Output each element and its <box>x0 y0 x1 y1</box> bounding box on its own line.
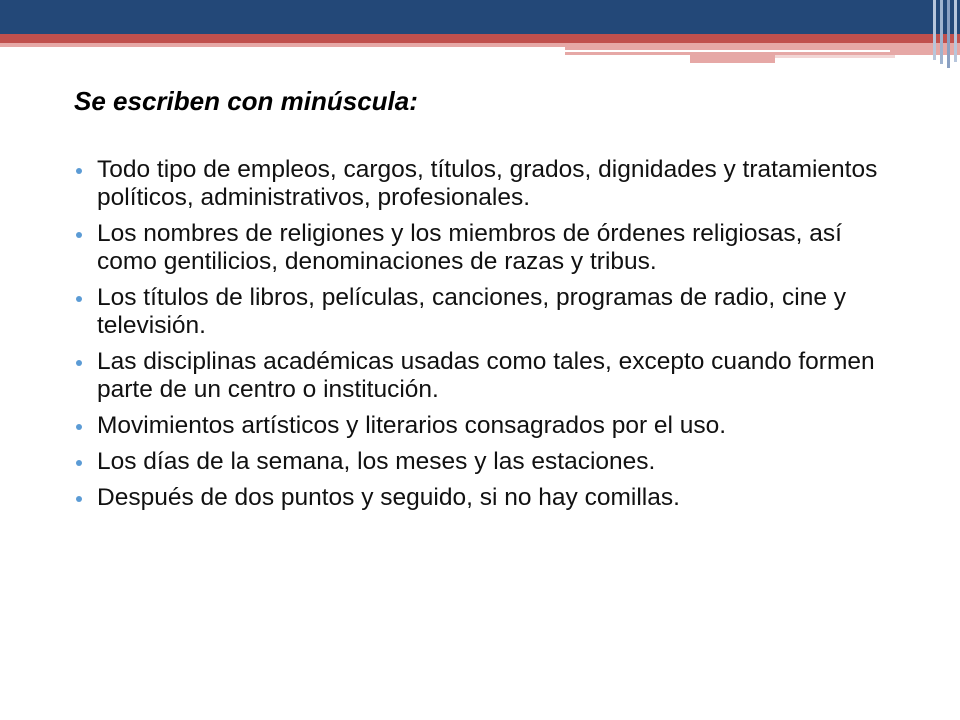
bullet-text: Las disciplinas académicas usadas como tales, excepto cuando formen parte de un centro o institución. <box>97 348 875 403</box>
header-side-stripes <box>930 0 960 68</box>
bullet-dot-icon <box>76 296 82 302</box>
bullet-item <box>75 284 905 340</box>
bullet-dot-icon <box>76 232 82 238</box>
stripe <box>933 0 936 60</box>
stripe <box>940 0 943 64</box>
bullet-item <box>75 220 905 276</box>
bullet-text: Después de dos puntos y seguido, si no hay comillas. <box>97 484 680 511</box>
bullet-item <box>75 156 905 212</box>
header-blue-band <box>0 0 960 34</box>
header-white-line <box>565 50 890 52</box>
bullet-text: Los nombres de religiones y los miembros de órdenes religiosas, así como gentilicios, denominaciones de razas y tribus. <box>97 220 842 275</box>
bullet-list <box>75 156 905 520</box>
slide-heading: Se escriben con minúscula: <box>74 86 418 116</box>
stripe <box>954 0 957 62</box>
header-pink-band <box>0 43 565 47</box>
header-red-band <box>0 34 960 43</box>
bullet-text: Movimientos artísticos y literarios consagrados por el uso. <box>97 412 727 439</box>
bullet-text: Los títulos de libros, películas, canciones, programas de radio, cine y televisión. <box>97 284 847 339</box>
bullet-text: Los días de la semana, los meses y las estaciones. <box>97 448 656 475</box>
stripe <box>947 0 950 68</box>
header-light-low <box>775 55 895 58</box>
bullet-dot-icon <box>76 496 82 502</box>
bullet-item <box>75 448 905 476</box>
header-pink-step <box>565 43 960 55</box>
header-pink-low <box>690 55 775 63</box>
bullet-dot-icon <box>76 360 82 366</box>
bullet-item <box>75 484 905 512</box>
bullet-item <box>75 412 905 440</box>
bullet-text: Todo tipo de empleos, cargos, títulos, grados, dignidades y tratamientos políticos, administrativos, profesionales. <box>97 156 878 211</box>
bullet-dot-icon <box>76 424 82 430</box>
bullet-dot-icon <box>76 168 82 174</box>
bullet-item <box>75 348 905 404</box>
bullet-dot-icon <box>76 460 82 466</box>
